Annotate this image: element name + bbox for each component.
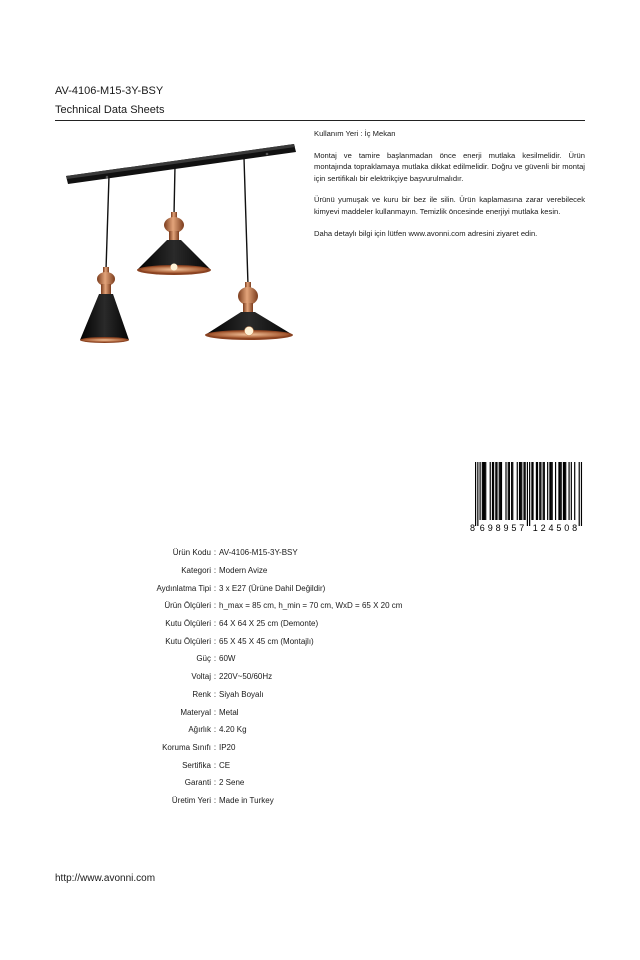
barcode-bar: [509, 462, 510, 520]
barcode-bar: [579, 462, 580, 526]
barcode-digit: 2: [540, 523, 546, 532]
spec-row: [70, 597, 402, 615]
barcode-bar: [568, 462, 569, 520]
barcode-digit: 5: [511, 523, 517, 532]
barcode-bar: [581, 462, 582, 526]
spec-row: [70, 792, 402, 810]
barcode-digit: 8: [495, 523, 501, 532]
spec-separator: :: [213, 742, 217, 752]
spec-value: Made in Turkey: [219, 795, 274, 805]
barcode-bar: [496, 462, 497, 520]
barcode-digit: 0: [564, 523, 570, 532]
barcode-bar: [571, 462, 572, 520]
spec-label: Ürün Kodu: [172, 548, 211, 558]
spec-separator: :: [213, 583, 217, 593]
pendant-lamp-left: [80, 267, 129, 343]
barcode-bar: [492, 462, 493, 520]
barcode-bar: [563, 462, 564, 520]
barcode-bar: [485, 462, 486, 520]
spec-separator: :: [213, 654, 217, 664]
spec-value: Siyah Boyalı: [219, 689, 264, 699]
spec-separator: :: [213, 778, 217, 788]
spec-separator: :: [213, 760, 217, 770]
spec-label: Ağırlık: [188, 725, 211, 735]
product-code-title: AV-4106-M15-3Y-BSY: [55, 85, 164, 97]
spec-label: Ürün Ölçüleri: [164, 601, 211, 611]
usage-info: [314, 128, 585, 239]
barcode-digit: 5: [556, 523, 562, 532]
barcode-bar: [475, 462, 476, 526]
spec-value: Metal: [219, 707, 239, 717]
spec-label: Koruma Sınıfı: [162, 742, 211, 752]
spec-separator: :: [213, 725, 217, 735]
spec-separator: :: [213, 619, 217, 629]
barcode-bar: [552, 462, 553, 520]
usage-location: Kullanım Yeri : İç Mekan: [314, 129, 396, 138]
barcode-bar: [512, 462, 513, 520]
barcode-bar: [493, 462, 494, 520]
barcode-bar: [499, 462, 500, 520]
spec-row: [70, 721, 402, 739]
barcode-bar: [550, 462, 551, 520]
spec-separator: :: [213, 672, 217, 682]
spec-table: [70, 544, 402, 809]
more-info-note: Daha detaylı bilgi için lütfen www.avonni.com adresini ziyaret edin.: [314, 228, 538, 238]
barcode-bar: [495, 462, 496, 520]
spec-label: Garanti: [184, 778, 211, 788]
barcode-digit: 7: [519, 523, 525, 532]
barcode-bar: [501, 462, 502, 520]
spec-value: 64 X 64 X 25 cm (Demonte): [219, 619, 319, 629]
barcode-bar: [564, 462, 565, 520]
barcode-bar: [547, 462, 548, 520]
safety-warning: Montaj ve tamire başlanmadan önce enerji mutlaka kesilmelidir. Ürün montajında topraklamaya mutlaka dikkat edilmelidir. Doğru ve güvenli bir montaj için sertifikalı bir elektrikçiye başvurulmalıdır.: [314, 150, 585, 183]
spec-label: Kutu Ölçüleri: [165, 619, 211, 629]
spec-row: [70, 562, 402, 580]
header-divider: [55, 120, 585, 121]
spec-row: [70, 615, 402, 633]
spec-label: Üretim Yeri: [171, 795, 211, 805]
spec-value: 2 Sene: [219, 778, 245, 788]
barcode-bar: [531, 462, 532, 520]
spec-row: [70, 703, 402, 721]
barcode-bar: [527, 462, 528, 526]
barcode-digit: 8: [470, 523, 476, 532]
spec-separator: :: [213, 601, 217, 611]
spec-value: IP20: [219, 742, 236, 752]
barcode-bar: [549, 462, 550, 520]
cleaning-instructions: Ürünü yumuşak ve kuru bir bez ile silin. Ürün kaplamasına zarar verebilecek kimyevi maddeler kullanmayın. Temizlik öncesinde enerjiyi mutlaka kesin.: [314, 195, 585, 216]
spec-row: [70, 668, 402, 686]
barcode-bar: [480, 462, 481, 520]
barcode-bar: [555, 462, 556, 520]
spec-value: AV-4106-M15-3Y-BSY: [219, 548, 298, 558]
pendant-lamp-right: [205, 282, 293, 340]
barcode-bar: [537, 462, 538, 520]
barcode-bar: [539, 462, 540, 520]
barcode-bar: [521, 462, 522, 520]
barcode-bar: [484, 462, 485, 520]
document-subtitle: Technical Data Sheets: [55, 104, 165, 116]
spec-label: Kutu Ölçüleri: [165, 636, 211, 646]
barcode-digit: 9: [503, 523, 509, 532]
spec-separator: :: [213, 566, 217, 576]
barcode-number: [470, 523, 577, 532]
barcode-bar: [517, 462, 518, 520]
product-image: [55, 130, 305, 355]
barcode-bar: [500, 462, 501, 520]
spec-label: Renk: [192, 689, 211, 699]
spec-row: [70, 756, 402, 774]
spec-value: Modern Avize: [219, 566, 268, 576]
barcode-digit: 4: [548, 523, 554, 532]
barcode-bar: [508, 462, 509, 520]
spec-row: [70, 739, 402, 757]
barcode-bar: [532, 462, 533, 520]
spec-row: [70, 774, 402, 792]
spec-label: Voltaj: [191, 672, 211, 682]
barcode-bar: [565, 462, 566, 520]
barcode-bar: [558, 462, 559, 520]
barcode-bar: [519, 462, 520, 520]
spec-separator: :: [213, 636, 217, 646]
spec-value: 65 X 45 X 45 cm (Montajlı): [219, 636, 314, 646]
spec-label: Materyal: [180, 707, 211, 717]
barcode-bar: [540, 462, 541, 520]
spec-separator: :: [213, 795, 217, 805]
barcode-bar: [490, 462, 491, 520]
barcode-bar: [523, 462, 524, 520]
barcode-bar: [483, 462, 484, 520]
barcode-bar: [520, 462, 521, 520]
spec-label: Aydınlatma Tipi: [156, 583, 211, 593]
spec-row: [70, 579, 402, 597]
barcode-digit: 1: [532, 523, 538, 532]
barcode: [468, 462, 583, 532]
spec-row: [70, 544, 402, 562]
barcode-bar: [529, 462, 530, 526]
spec-row: [70, 650, 402, 668]
spec-value: 4.20 Kg: [219, 725, 247, 735]
pendant-lamp-middle: [137, 212, 211, 275]
barcode-bar: [482, 462, 483, 520]
spec-separator: :: [213, 707, 217, 717]
barcode-bar: [511, 462, 512, 520]
barcode-bar: [574, 462, 575, 520]
spec-label: Güç: [196, 654, 211, 664]
spec-label: Sertifika: [182, 760, 211, 770]
barcode-bar: [543, 462, 544, 520]
spec-separator: :: [213, 689, 217, 699]
barcode-bar: [561, 462, 562, 520]
barcode-digit: 8: [572, 523, 578, 532]
footer-url[interactable]: http://www.avonni.com: [55, 873, 156, 884]
barcode-bar: [477, 462, 478, 526]
barcode-bar: [559, 462, 560, 520]
barcode-bars: [475, 462, 582, 526]
spec-value: 60W: [219, 654, 236, 664]
spec-value: 220V~50/60Hz: [219, 672, 273, 682]
barcode-bar: [525, 462, 526, 520]
spec-separator: :: [213, 548, 217, 558]
ceiling-rail: [66, 144, 296, 184]
spec-value: 3 x E27 (Ürüne Dahil Değildir): [219, 583, 326, 593]
barcode-bar: [536, 462, 537, 520]
spec-label: Kategori: [181, 566, 211, 576]
spec-row: [70, 686, 402, 704]
spec-value: CE: [219, 760, 231, 770]
barcode-digit: 9: [487, 523, 493, 532]
barcode-bar: [505, 462, 506, 520]
spec-value: h_max = 85 cm, h_min = 70 cm, WxD = 65 X 20 cm: [219, 601, 403, 611]
barcode-bar: [544, 462, 545, 520]
barcode-digit: 6: [479, 523, 485, 532]
spec-row: [70, 632, 402, 650]
